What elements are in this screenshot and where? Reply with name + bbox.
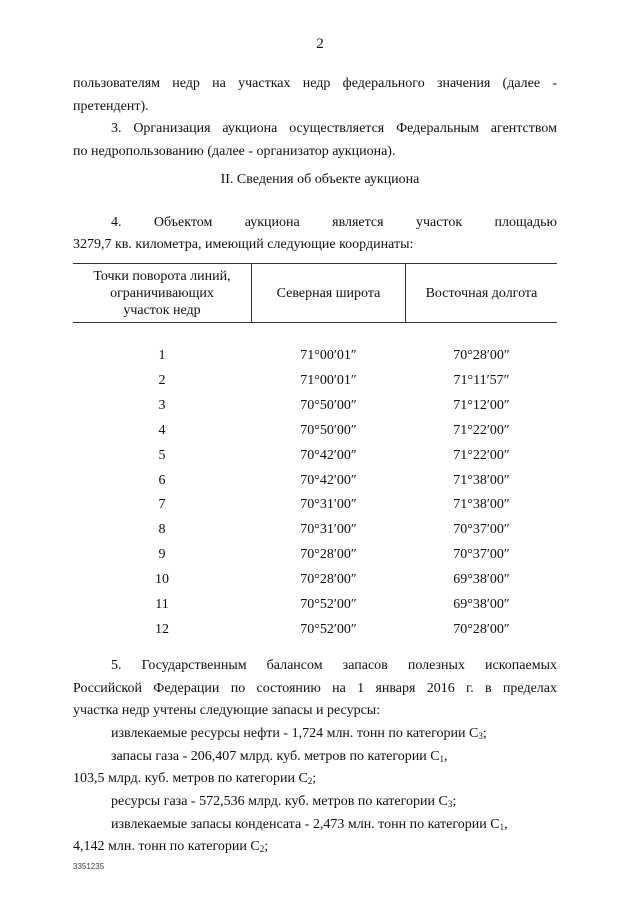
paragraph-4-line-1: 4. Объектом аукциона является участок площадью [111, 215, 557, 230]
cell-latitude: 71°00′01″ [300, 373, 357, 388]
condensate-line-2 [73, 835, 557, 861]
gas-text: запасы газа - 206,407 млрд. куб. метров по категории С [111, 749, 440, 764]
section-heading: II. Сведения об объекте аукциона [220, 172, 420, 187]
table-header-latitude: Северная широта [276, 286, 381, 301]
gas-punct-1: , [444, 749, 448, 764]
cell-latitude: 71°00′01″ [300, 348, 357, 363]
cell-point: 11 [155, 597, 169, 612]
document-code: 3351235 [73, 862, 105, 871]
cell-longitude: 71°22′00″ [453, 448, 510, 463]
cell-longitude: 71°38′00″ [453, 497, 510, 512]
oil-subscript: 3 [478, 731, 483, 741]
cell-point: 5 [158, 448, 166, 463]
page-number: 2 [316, 36, 324, 52]
header-points-line-1: Точки поворота линий, [93, 269, 231, 284]
condensate-text-2: 4,142 млн. тонн по категории С [73, 839, 260, 854]
condensate-punct-1: , [504, 817, 508, 832]
cell-point: 2 [158, 373, 166, 388]
condensate-subscript-1: 1 [499, 822, 505, 832]
paragraph-5-line-2: Российской Федерации по состоянию на 1 января 2016 г. в пределах [73, 681, 557, 696]
cell-point: 8 [158, 522, 166, 537]
cell-latitude: 70°28′00″ [300, 572, 357, 587]
cell-point: 4 [158, 423, 166, 438]
gas-subscript-2: 2 [307, 776, 313, 786]
cell-longitude: 71°38′00″ [453, 473, 510, 488]
paragraph-5-line-1: 5. Государственным балансом запасов полезных ископаемых [111, 658, 557, 673]
gas-resources-text: ресурсы газа - 572,536 млрд. куб. метров по категории С [111, 794, 448, 809]
cell-point: 9 [158, 547, 166, 562]
gas-punct-2: ; [312, 771, 317, 786]
cell-latitude: 70°50′00″ [300, 398, 357, 413]
cell-latitude: 70°31′00″ [300, 522, 357, 537]
gas-subscript-1: 1 [439, 754, 445, 764]
cell-longitude: 70°37′00″ [453, 522, 510, 537]
cell-longitude: 70°37′00″ [453, 547, 510, 562]
cell-point: 12 [155, 622, 169, 637]
cell-latitude: 70°28′00″ [300, 547, 357, 562]
cell-latitude: 70°42′00″ [300, 473, 357, 488]
table-header-rule [73, 322, 557, 323]
table-header-longitude: Восточная долгота [425, 286, 538, 301]
cell-latitude: 70°52′00″ [300, 622, 357, 637]
table-header-points [73, 268, 251, 319]
paragraph-5-line-3: участка недр учтены следующие запасы и ресурсы: [73, 703, 381, 718]
cell-longitude: 71°11′57″ [453, 373, 510, 388]
oil-text: извлекаемые ресурсы нефти - 1,724 млн. тонн по категории С [111, 726, 479, 741]
paragraph-2-line-1: пользователям недр на участках недр федерального значения (далее - [73, 76, 557, 91]
cell-latitude: 70°42′00″ [300, 448, 357, 463]
cell-longitude: 69°38′00″ [453, 572, 510, 587]
condensate-subscript-2: 2 [259, 844, 265, 854]
paragraph-3-line-2: по недропользованию (далее - организатор аукциона). [73, 144, 396, 159]
cell-point: 7 [158, 497, 166, 512]
header-points-line-2: ограничивающих [110, 286, 214, 301]
cell-point: 10 [155, 572, 169, 587]
cell-point: 6 [158, 473, 166, 488]
table-top-rule [73, 263, 557, 264]
condensate-punct-2: ; [264, 839, 269, 854]
cell-longitude: 69°38′00″ [453, 597, 510, 612]
cell-latitude: 70°50′00″ [300, 423, 357, 438]
paragraph-2-line-2: претендент). [73, 99, 149, 114]
cell-latitude: 70°52′00″ [300, 597, 357, 612]
header-points-line-3: участок недр [123, 303, 201, 318]
cell-point: 3 [158, 398, 166, 413]
paragraph-4-line-2: 3279,7 кв. километра, имеющий следующие координаты: [73, 237, 414, 252]
cell-point: 1 [158, 348, 166, 363]
paragraph-3-line-1: 3. Организация аукциона осуществляется Федеральным агентством [111, 121, 557, 136]
gas-resources-punct: ; [452, 794, 457, 809]
condensate-text: извлекаемые запасы конденсата - 2,473 млн. тонн по категории С [111, 817, 500, 832]
oil-punct: ; [482, 726, 487, 741]
cell-longitude: 71°12′00″ [453, 398, 510, 413]
cell-longitude: 71°22′00″ [453, 423, 510, 438]
cell-longitude: 70°28′00″ [453, 348, 510, 363]
cell-latitude: 70°31′00″ [300, 497, 357, 512]
gas-resources-subscript: 3 [447, 799, 453, 809]
gas-text-2: 103,5 млрд. куб. метров по категории С [73, 771, 308, 786]
cell-longitude: 70°28′00″ [453, 622, 510, 637]
